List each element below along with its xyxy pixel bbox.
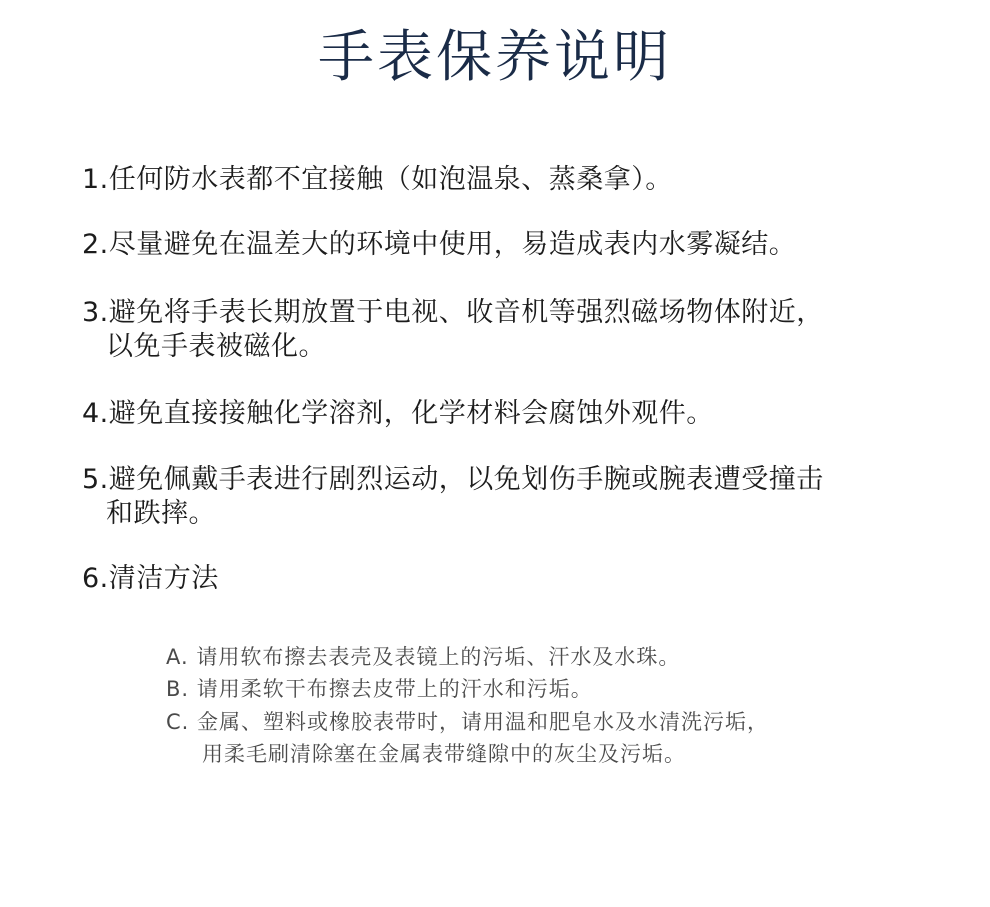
care-item-text: 5.避免佩戴手表进行剧烈运动，以免划伤手腕或腕表遭受撞击 (82, 464, 824, 495)
cleaning-step-continuation: 用柔毛刷清除塞在金属表带缝隙中的灰尘及污垢。 (202, 742, 686, 766)
care-item-3 (82, 296, 922, 364)
cleaning-step-text: A. 请用软布擦去表壳及表镜上的污垢、汗水及水珠。 (166, 645, 681, 669)
cleaning-step-text: C. 金属、塑料或橡胶表带时，请用温和肥皂水及水清洗污垢， (166, 710, 770, 734)
care-item-text: 6.清洁方法 (82, 563, 219, 594)
cleaning-step-a (166, 641, 926, 673)
care-item-text: 2.尽量避免在温差大的环境中使用，易造成表内水雾凝结。 (82, 229, 797, 260)
care-item-continuation: 和跌摔。 (106, 498, 216, 529)
page-title: 手表保养说明 (318, 25, 672, 90)
cleaning-step-b (166, 673, 926, 705)
cleaning-step-text: B. 请用柔软干布擦去皮带上的汗水和污垢。 (166, 677, 593, 701)
care-item-5 (82, 463, 922, 531)
care-item-6 (82, 562, 922, 596)
care-item-1 (82, 163, 922, 197)
care-item-text: 3.避免将手表长期放置于电视、收音机等强烈磁场物体附近， (82, 297, 824, 328)
care-item-text: 1.任何防水表都不宜接触（如泡温泉、蒸桑拿）。 (82, 164, 673, 195)
care-item-text: 4.避免直接接触化学溶剂，化学材料会腐蚀外观件。 (82, 398, 714, 429)
cleaning-step-c (166, 706, 926, 770)
care-item-4 (82, 397, 922, 431)
care-item-continuation: 以免手表被磁化。 (106, 331, 326, 362)
care-item-2 (82, 228, 922, 262)
